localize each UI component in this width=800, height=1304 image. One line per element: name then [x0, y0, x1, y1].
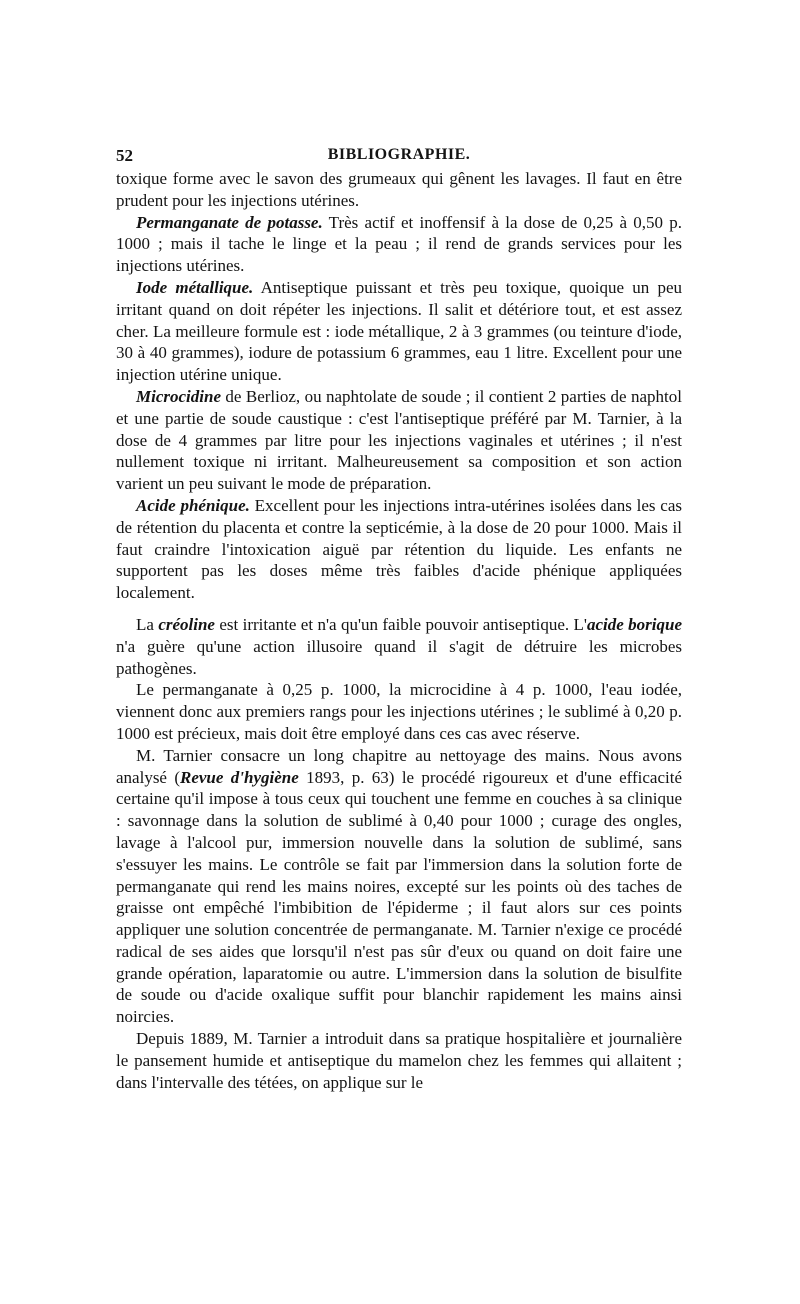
paragraph-creoline: La créoline est irritante et n'a qu'un faible pouvoir antiseptique. L'acide borique n'a guère qu'une action illusoire quand il s'agit de détruire les microbes pathogènes.	[116, 614, 683, 678]
term-acide-phenique: Acide phénique.	[136, 495, 250, 515]
page-number: 52	[116, 146, 133, 165]
body-text	[116, 168, 682, 1093]
page-header	[116, 146, 682, 168]
term-iode: Iode métallique.	[136, 277, 254, 297]
running-title: BIBLIOGRAPHIE.	[327, 146, 471, 163]
paragraph-continuation: toxique forme avec le savon des grumeaux qui gênent les lavages. Il faut en être prudent pour les injections utérines.	[116, 169, 682, 210]
paragraph-microcidine: Microcidine de Berlioz, ou naphtolate de soude ; il contient 2 parties de naphtol et une partie de soude caustique : c'est l'antiseptique préféré par M. Tarnier, à la dose de 4 grammes par litre pour les injections vaginales et utérines ; il n'est nullement toxique ni irritant. Malheureusement sa composition et son action varient un peu suivant le mode de préparation.	[116, 386, 682, 494]
paragraph-iode: Iode métallique. Antiseptique puissant et très peu toxique, quoique un peu irritant quand on doit répéter les injections. Il salit et détériore tout, et est assez cher. La meilleure formule est : iode métallique, 2 à 3 grammes (ou teinture d'iode, 30 à 40 grammes), iodure de potassium 6 grammes, eau 1 litre. Excellent pour une injection utérine unique.	[116, 277, 682, 385]
term-microcidine: Microcidine	[136, 386, 221, 406]
paragraph-mains: M. Tarnier consacre un long chapitre au nettoyage des mains. Nous avons analysé (Revue d'hygiène 1893, p. 63) le procédé rigoureux et d'une efficacité certaine qu'il impose à tous ceux qui touchent une femme en couches à sa clinique : savonnage dans la solution de sublimé à 0,40 pour 1000 ; curage des ongles, lavage à l'alcool pur, immersion nouvelle dans la solution de sublimé, sans s'essuyer les mains. Le contrôle se fait par l'immersion dans la solution forte de permanganate qui rend les mains noires, excepté sur les points où des taches de graisse ont empêché l'imbibition de l'épiderme ; il faut alors sur ces points appliquer une solution concentrée de permanganate. M. Tarnier n'exige ce procédé radical de ses aides que lorsqu'il n'est pas sûr d'eux ou quand on doit faire une grande opération, laparatomie ou autre. L'immersion dans la solution de bisulfite de soude ou d'acide oxalique suffit pour blanchir rapidement les mains ainsi noircies.	[116, 745, 683, 1027]
paragraph-pansement: Depuis 1889, M. Tarnier a introduit dans sa pratique hospitalière et journalière le pansement humide et antiseptique du mamelon chez les femmes qui allaitent ; dans l'intervalle des tétées, on applique sur le	[116, 1029, 682, 1092]
term-permanganate: Permanganate de potasse.	[136, 212, 323, 232]
paragraph-acide-phenique: Acide phénique. Excellent pour les injections intra-utérines isolées dans les cas de rétention du placenta et contre la septicémie, à la dose de 20 pour 1000. Mais il faut craindre l'intoxication aiguë par rétention du liquide. Les enfants ne supportent pas les doses même très faibles d'acide phénique appliquées localement.	[116, 495, 682, 603]
term-creoline: créoline	[158, 614, 215, 634]
paragraph-permanganate: Permanganate de potasse. Très actif et inoffensif à la dose de 0,25 à 0,50 p. 1000 ; mais il tache le linge et la peau ; il rend de grands services pour les injections utérines.	[116, 212, 682, 276]
paragraph-summary: Le permanganate à 0,25 p. 1000, la microcidine à 4 p. 1000, l'eau iodée, viennent donc aux premiers rangs pour les injections utérines ; le sublimé à 0,20 p. 1000 est précieux, mais doit être employé dans ces cas avec réserve.	[116, 680, 682, 743]
term-acide-borique: acide borique	[586, 614, 683, 634]
term-revue: Revue d'hygiène	[179, 767, 299, 787]
